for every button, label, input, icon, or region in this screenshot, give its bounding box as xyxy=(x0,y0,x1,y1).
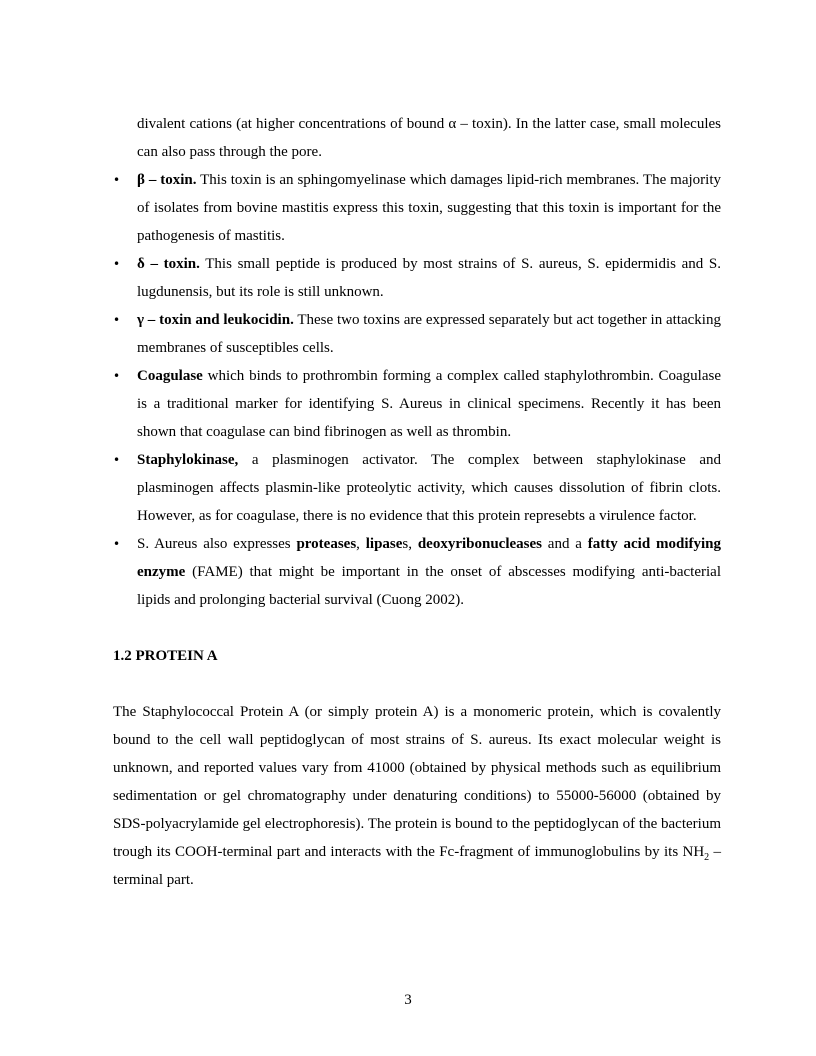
item-text: This small peptide is produced by most strains of S. aureus, S. epidermidis and S. lugdunensis, but its role is still unknown. xyxy=(137,256,722,300)
item-text: , xyxy=(356,536,366,552)
section-heading: 1.2 PROTEIN A xyxy=(113,648,218,664)
item-text: s, xyxy=(402,536,418,552)
bullet-icon: • xyxy=(113,173,121,187)
item-text: which binds to prothrombin forming a complex called staphylothrombin. Coagulase is a traditional marker for identifying S. Aureus in clinical specimens. Recently it has been shown that coagulase can bind fibrinogen as well as thrombin. xyxy=(137,368,721,440)
item-text: a plasminogen activator. The complex between staphylokinase and plasminogen affects plasmin-like proteolytic activity, which causes dissolution of fibrin clots. However, as for coagulase, there is no evidence that this protein represebts a virulence factor. xyxy=(137,452,721,524)
list-item xyxy=(113,306,721,362)
document-page xyxy=(113,110,721,894)
item-term: β – toxin. xyxy=(137,172,197,188)
continued-text: divalent cations (at higher concentrations of bound α – toxin). In the latter case, small molecules can also pass through the pore. xyxy=(137,116,721,160)
item-term: fatty acid modifying enzyme xyxy=(137,536,722,580)
list-item xyxy=(113,362,721,446)
list-item xyxy=(113,250,721,306)
item-term: Coagulase xyxy=(137,368,203,384)
item-text: These two toxins are expressed separately but act together in attacking membranes of susceptibles cells. xyxy=(137,312,721,356)
list-item xyxy=(113,446,721,530)
item-term: proteases xyxy=(296,536,357,552)
list-item xyxy=(113,530,721,614)
item-text: This toxin is an sphingomyelinase which damages lipid-rich membranes. The majority of isolates from bovine mastitis express this toxin, suggesting that this toxin is important for the pathogenesis of mastitis. xyxy=(137,172,721,244)
item-text: and a xyxy=(542,536,588,552)
item-term: deoxyribonucleases xyxy=(417,536,542,552)
bullet-icon: • xyxy=(113,453,121,467)
list-item xyxy=(113,166,721,250)
item-term: lipase xyxy=(365,536,403,552)
body-paragraph xyxy=(113,698,721,894)
paragraph-text: The Staphylococcal Protein A (or simply protein A) is a monomeric protein, which is covalently bound to the cell wall peptidoglycan of most strains of S. aureus. Its exact molecular weight is unknown, and reported values vary from 41000 (obtained by physical methods such as equilibrium sedimentation or gel chromatography under denaturing conditions) to 55000-56000 (obtained by SDS-polyacrylamide gel electrophoresis). The protein is bound to the peptidoglycan of the bacterium trough its COOH-terminal part and interacts with the Fc-fragment of immunoglobulins by its NH xyxy=(113,704,721,860)
paragraph-tail: – terminal part. xyxy=(113,844,721,888)
page-number: 3 xyxy=(404,992,412,1008)
toxin-list xyxy=(113,166,721,614)
item-term: γ – toxin and leukocidin. xyxy=(137,312,294,328)
item-text: S. Aureus also expresses xyxy=(137,536,297,552)
item-text: (FAME) that might be important in the onset of abscesses modifying anti-bacterial lipids and prolonging bacterial survival (Cuong 2002). xyxy=(137,564,721,608)
bullet-icon: • xyxy=(113,257,121,271)
item-term: Staphylokinase, xyxy=(137,452,239,468)
bullet-icon: • xyxy=(113,369,121,383)
subscript: 2 xyxy=(704,852,710,863)
item-term: δ – toxin. xyxy=(137,256,200,272)
bullet-icon: • xyxy=(113,313,121,327)
bullet-icon: • xyxy=(113,537,121,551)
